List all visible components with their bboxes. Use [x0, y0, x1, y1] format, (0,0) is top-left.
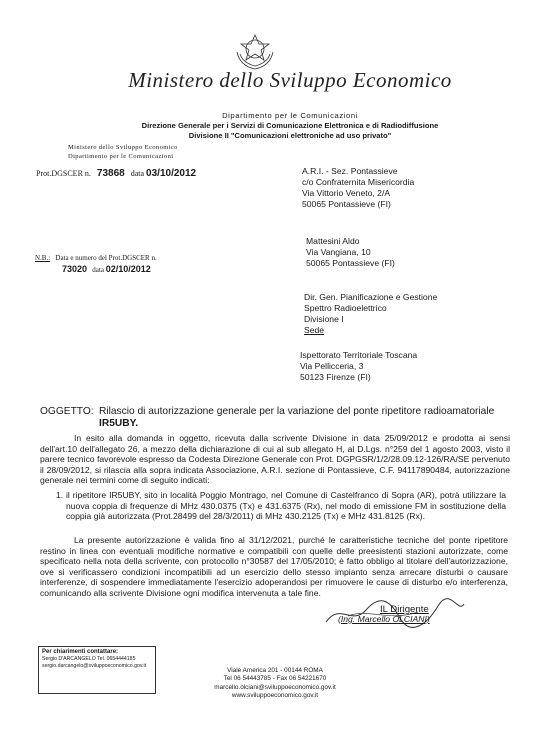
recipient-mattesini	[306, 236, 395, 269]
reference-note	[35, 253, 157, 276]
body-paragraph-3: La presente autorizzazione è valida fino al 31/12/2021, purché le caratteristiche tecniche del ponte ripetitore restino in linea con eventuali modifiche normative e compatibili con quelle delle preesistenti stazioni autorizzate, come specificato nella nota della scrivente, con protocollo n°30587 del 17/05/2010; è fatto obbligo al titolare dell'autorizzazione, ove si verificassero condizioni incompatibili ad un esercizio dello stesso impianto senza arrecare disturbi o causare interferenze, di sospendere immediatamente l'esercizio adoperandosi per rimuovere le cause di disturbo e/o interferenza, comunicando alla scrivente Divisione ogni modifica intervenuta a tale fine.	[40, 535, 508, 598]
protocol-label: Prot.DGSCER n.	[36, 169, 91, 178]
recipient-line: 50123 Firenze (FI)	[300, 372, 371, 382]
recipient-line: Ispettorato Territoriale Toscana	[300, 350, 418, 360]
recipient-line: 50065 Pontassieve (FI)	[306, 258, 395, 268]
recipient-ispettorato	[300, 350, 417, 383]
ministry-title: Ministero dello Sviluppo Economico	[128, 68, 452, 92]
body-paragraph-2: il ripetitore IR5UBY, sito in località Poggio Montrago, nel Comune di Castelfranco di Sopra (AR), potrà utilizzare la nuova coppia di frequenze di MHz 430.0375 (Tx) e 431.6375 (Rx), nel modo di emissione FM in sostituzione della coppia già autorizzata (Prot.28499 del 28/3/2011) di MHz 430.2125 (Tx) e MHz 431.8125 (Rx).	[66, 490, 506, 522]
recipient-line: c/o Confraternita Misericordia	[302, 177, 415, 187]
reference-number: 73020	[62, 264, 88, 274]
ministry-block-line2: Dipartimento per le Comunicazioni	[68, 153, 174, 160]
subject-callsign: IR5UBY.	[99, 418, 139, 429]
recipient-line: A.R.I. - Sez. Pontassieve	[302, 166, 398, 176]
reference-date: 02/10/2012	[105, 264, 151, 274]
department-header	[90, 111, 490, 141]
footer-line: Tel 06 54443785 - Fax 06 54221670	[223, 675, 327, 683]
contact-email: sergio.darcangelo@sviluppoeconomico.gov.it	[42, 663, 147, 669]
contact-box	[38, 646, 156, 694]
subject-label: OGGETTO:	[40, 406, 94, 417]
recipient-line: Spettro Radioelettrico	[304, 303, 387, 313]
protocol-number: 73868	[96, 168, 125, 179]
footer-line: Viale America 201 - 00144 ROMA	[227, 667, 323, 674]
recipient-line: Via Pellicceria, 3	[300, 361, 364, 371]
contact-line: Sergio D'ARCANGELO Tel. 0654444185	[42, 656, 136, 662]
protocol-date-label: data	[130, 169, 145, 178]
recipient-ari	[302, 166, 414, 210]
recipient-line: Via Vangiana, 10	[306, 247, 371, 257]
ministry-block-line1: Ministero dello Sviluppo Economico	[68, 144, 178, 151]
signatory-name: (Ing. Marcello OLCIANI)	[338, 614, 430, 624]
subject-body: Rilascio di autorizzazione generale per la variazione del ponte ripetitore radioamatoriale	[99, 406, 495, 417]
reference-text: Data e numero del Prot.DGSCER n.	[55, 254, 157, 262]
recipient-line: Dir. Gen. Pianificazione e Gestione	[304, 292, 438, 302]
subject-text	[99, 406, 509, 430]
footer-address	[150, 667, 400, 700]
recipient-line: Sede	[304, 325, 325, 335]
italian-republic-emblem-icon	[232, 32, 278, 72]
reference-date-label: data	[92, 266, 104, 274]
reference-label: N.B.:	[35, 254, 51, 262]
list-number: 1.	[56, 490, 64, 500]
footer-email: marcello.olciani@sviluppoeconomico.gov.it	[214, 683, 336, 691]
signatory-title: IL Dirigente	[380, 604, 429, 615]
ministry-block	[68, 143, 178, 161]
recipient-line: Via Vittorio Veneto, 2/A	[302, 188, 391, 198]
body-paragraph-1: In esito alla domanda in oggetto, ricevuta dalla scrivente Divisione in data 25/09/2012 e prodotta ai sensi dell'art.10 dell'allegato 26, a mezzo della dichiarazione di cui al sub allegato H, al D.Lgs. n°259 del 1 agosto 2003, visto il parere tecnico favorevole espresso da Codesta Direzione Generale con Prot. DGPGSR/1/2/28.09.12-126/RA/SE pervenuto il 28/09/2012, si rilascia alla sopra indicata Associazione, A.R.I. sezione di Pontassieve, C.F. 94117890484, autorizzazione generale nei termini come di seguito indicati:	[40, 433, 510, 486]
protocol-date: 03/10/2012	[146, 168, 197, 179]
contact-heading: Per chiarimenti contattare:	[42, 649, 119, 655]
footer-website: www.sviluppoeconomico.gov.it	[231, 691, 319, 699]
protocol-line	[36, 168, 196, 179]
recipient-line: Mattesini Aldo	[306, 236, 360, 246]
recipient-line: Divisione I	[304, 314, 344, 324]
division-line: Divisione II "Comunicazioni elettroniche ad uso privato"	[188, 131, 392, 140]
department-line: Dipartimento per le Comunicazioni	[222, 111, 358, 120]
recipient-line: 50065 Pontassieve (FI)	[302, 199, 391, 209]
directorate-line: Direzione Generale per i Servizi di Comunicazione Elettronica e di Radiodiffusione	[141, 121, 439, 130]
recipient-dir-gen	[304, 292, 437, 336]
